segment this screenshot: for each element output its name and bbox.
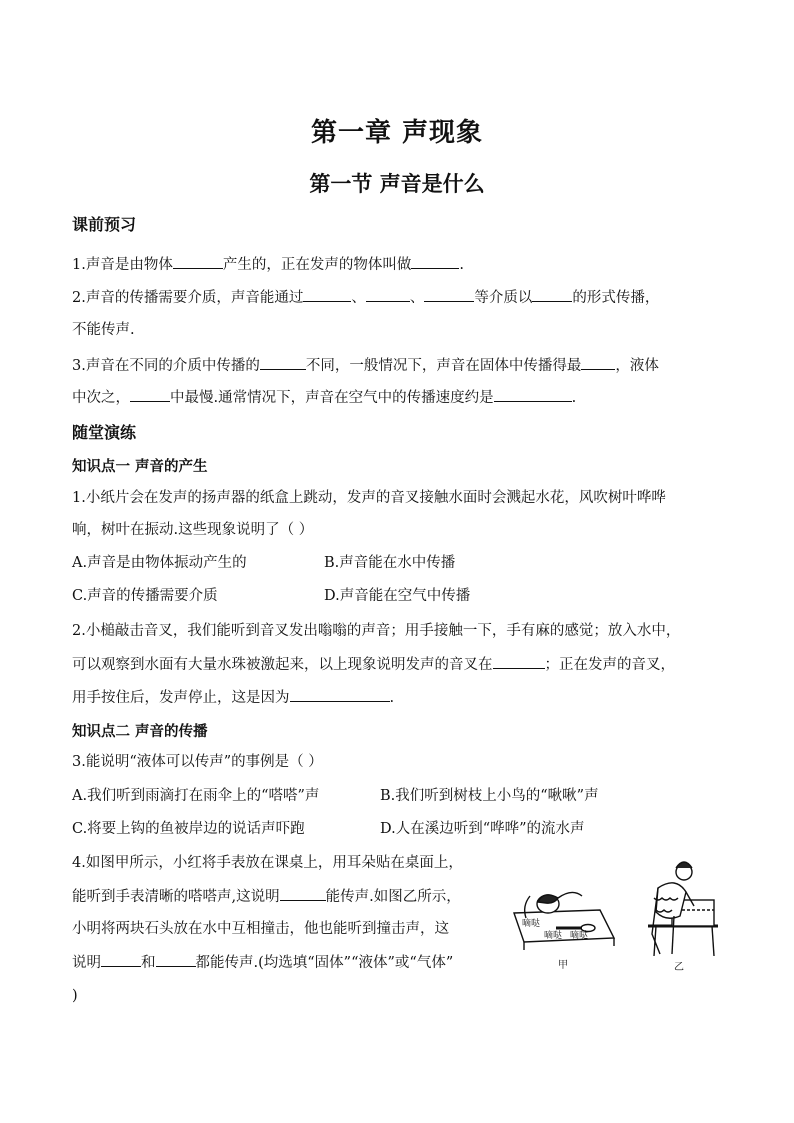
q3-option-d[interactable]: D.人在溪边听到“哗哗”的流水声 [380, 821, 585, 837]
answer-blank[interactable] [303, 287, 351, 302]
q1-line1: 1.小纸片会在发声的扬声器的纸盒上跳动，发声的音叉接触水面时会溅起水花，风吹树叶哗哗 [72, 490, 666, 506]
text: 的形式传播， [572, 290, 660, 306]
q3-option-b[interactable]: B.我们听到树枝上小鸟的“啾啾”声 [380, 788, 599, 804]
text: 1.声音是由物体 [72, 257, 173, 273]
text: 可以观察到水面有大量水珠被激起来，以上现象说明发声的音叉在 [72, 657, 493, 673]
text: 不同，一般情况下，声音在固体中传播得最 [305, 358, 582, 374]
practice-heading: 随堂演练 [72, 423, 137, 442]
answer-blank[interactable] [424, 287, 474, 302]
chapter-title: 第一章 声现象 [310, 118, 484, 148]
text: 等介质以 [474, 290, 533, 306]
answer-blank[interactable] [130, 387, 170, 402]
sound-label-3: 嘀哒 [570, 931, 589, 941]
answer-blank[interactable] [494, 387, 572, 402]
text: . [571, 390, 577, 406]
text: 都能传声.(均选填“固体”“液体”或“气体” [195, 955, 454, 971]
text: 说明 [72, 955, 101, 971]
q4-line2 [72, 886, 461, 907]
figure-yi [648, 862, 718, 956]
text: 、 [351, 290, 366, 306]
text: 中次之， [72, 390, 130, 406]
figure-label-jia: 甲 [558, 960, 568, 971]
q1-option-a[interactable]: A.声音是由物体振动产生的 [72, 555, 247, 571]
preview-q1 [72, 254, 464, 275]
text: . [459, 257, 464, 273]
answer-blank[interactable] [101, 952, 141, 967]
answer-blank[interactable] [532, 287, 572, 302]
preview-q2 [72, 287, 659, 308]
preview-q3-cont [72, 387, 576, 408]
q4-line3: 小明将两块石头放在水中互相撞击，他也能听到撞击声，这 [72, 921, 449, 937]
answer-blank[interactable] [156, 952, 196, 967]
q1-option-b[interactable]: B.声音能在水中传播 [324, 555, 456, 571]
text: 2.声音的传播需要介质，声音能通过 [72, 290, 304, 306]
q3-option-a[interactable]: A.我们听到雨滴打在雨伞上的“嗒嗒”声 [72, 788, 320, 804]
section-title: 第一节 声音是什么 [309, 172, 485, 196]
text: 用手按住后，发声停止，这是因为 [72, 690, 290, 706]
answer-blank[interactable] [280, 886, 326, 901]
q3-stem: 3.能说明“液体可以传声”的事例是（ ） [72, 754, 323, 770]
q1-option-d[interactable]: D.声音能在空气中传播 [324, 588, 471, 604]
text: 中最慢.通常情况下，声音在空气中的传播速度约是 [170, 390, 494, 406]
q4-line1: 4.如图甲所示，小红将手表放在课桌上，用耳朵贴在桌面上， [72, 855, 463, 871]
text: 、 [409, 290, 425, 306]
q1-option-c[interactable]: C.声音的传播需要介质 [72, 588, 218, 604]
q4-line5: ) [72, 988, 78, 1004]
q3-option-c[interactable]: C.将要上钩的鱼被岸边的说话声吓跑 [72, 821, 305, 837]
q4-line4 [72, 952, 453, 973]
q4-figure [508, 858, 730, 978]
knowledge-point-1: 知识点一 声音的产生 [72, 459, 208, 475]
answer-blank[interactable] [581, 355, 615, 370]
text: 3.声音在不同的介质中传播的 [72, 358, 260, 374]
sound-label-2: 嘀哒 [544, 931, 563, 941]
text: 能听到手表清晰的嗒嗒声,这说明 [72, 889, 280, 905]
q2-line2 [72, 654, 675, 675]
answer-blank[interactable] [260, 355, 306, 370]
text: 和 [141, 955, 156, 971]
text: 能传声.如图乙所示， [325, 889, 461, 905]
answer-blank[interactable] [493, 654, 545, 669]
figure-label-yi: 乙 [674, 962, 684, 973]
knowledge-point-2: 知识点二 声音的传播 [72, 724, 208, 740]
answer-blank[interactable] [290, 687, 390, 702]
q2-line3 [72, 687, 394, 708]
answer-blank[interactable] [411, 254, 459, 269]
q2-line1: 2.小槌敲击音叉，我们能听到音叉发出嗡嗡的声音；用手接触一下，手有麻的感觉；放入水中， [72, 623, 681, 639]
text: . [389, 690, 395, 706]
text: ，液体 [615, 358, 659, 374]
q1-line2: 响，树叶在振动.这些现象说明了（ ） [72, 522, 314, 538]
answer-blank[interactable] [173, 254, 223, 269]
text: 产生的，正在发声的物体叫做 [222, 257, 412, 273]
preview-q2-cont: 不能传声. [72, 322, 135, 338]
text: ；正在发声的音叉， [544, 657, 675, 673]
sound-label-1: 嘀哒 [522, 919, 541, 929]
answer-blank[interactable] [366, 287, 410, 302]
preview-q3 [72, 355, 659, 376]
preview-heading: 课前预习 [72, 215, 137, 234]
